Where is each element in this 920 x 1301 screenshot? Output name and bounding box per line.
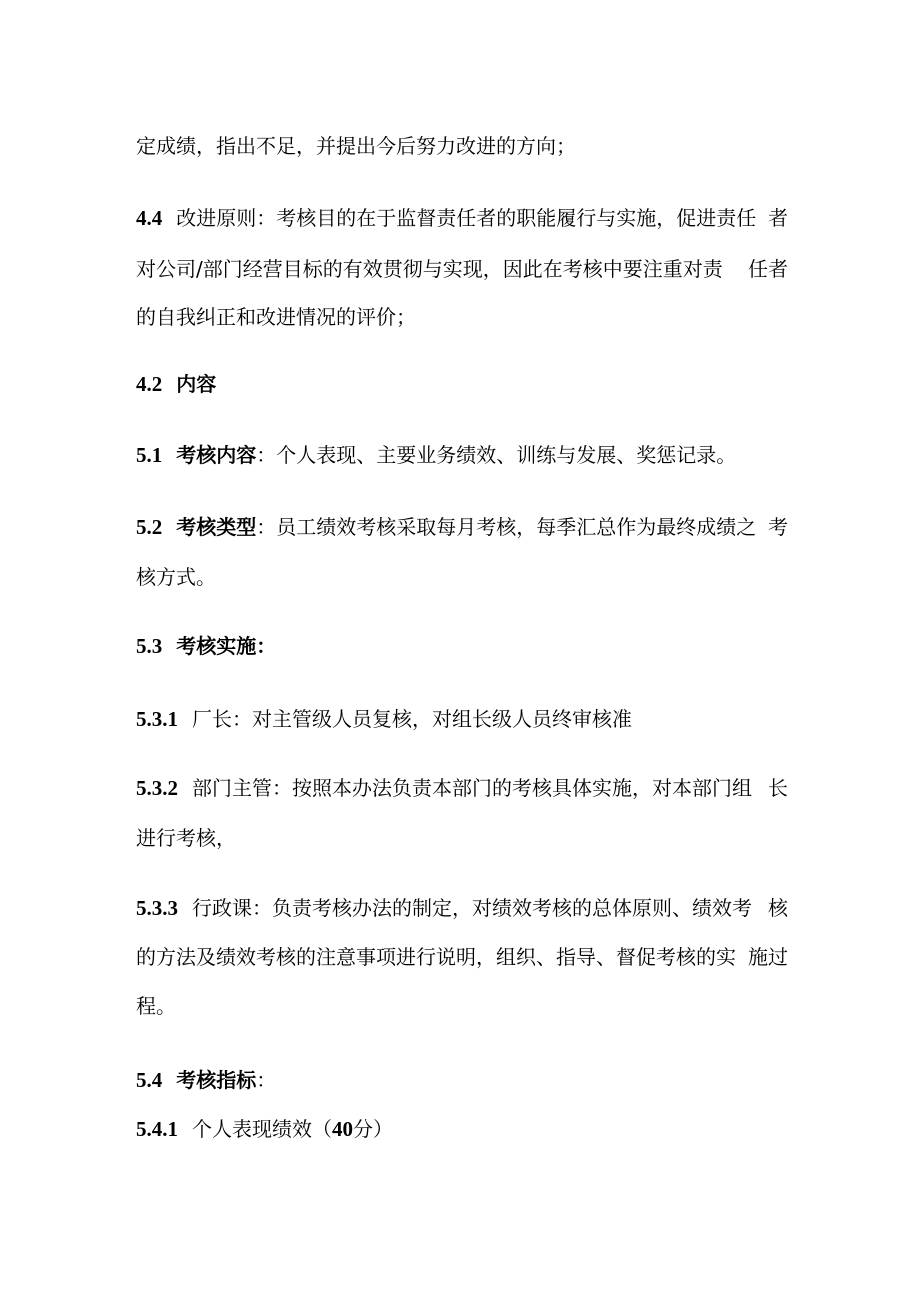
section-number: 4.2 xyxy=(136,372,163,396)
section-5-3-2-line-2 xyxy=(136,824,788,852)
body-text: 定成绩，指出不足，并提出今后努力改进的方向； xyxy=(136,134,576,158)
section-5-2-line-2 xyxy=(136,563,788,591)
section-number: 5.3 xyxy=(136,634,163,658)
score-value: 40 xyxy=(332,1117,353,1141)
body-text-tail: 长 xyxy=(768,776,788,800)
body-text: 行政课：负责考核办法的制定，对绩效考核的总体原则、绩效考 xyxy=(192,896,752,920)
section-number: 4.4 xyxy=(136,206,163,230)
body-text-tail: 核 xyxy=(768,896,788,920)
section-5-3-3-line-3 xyxy=(136,992,788,1020)
section-5-2-line-1 xyxy=(136,513,788,541)
section-number: 5.3.1 xyxy=(136,707,178,731)
body-text: ：个人表现、主要业务绩效、训练与发展、奖惩记录。 xyxy=(256,443,737,467)
section-title: 内容 xyxy=(176,372,217,396)
section-number: 5.3.2 xyxy=(136,776,178,800)
body-text: 程。 xyxy=(136,994,176,1018)
section-number: 5.4 xyxy=(136,1068,163,1092)
section-number: 5.3.3 xyxy=(136,896,178,920)
section-4-4-line-3 xyxy=(136,303,788,331)
section-5-3-heading xyxy=(136,632,788,660)
section-4-4-line-2 xyxy=(136,255,788,283)
section-5-4-heading xyxy=(136,1066,788,1094)
section-label: 考核实施： xyxy=(176,634,277,658)
body-text: 的方法及绩效考核的注意事项进行说明，组织、指导、督促考核的实 xyxy=(136,945,736,969)
section-label: 考核类型 xyxy=(176,515,257,539)
section-label: 考核指标 xyxy=(176,1068,257,1092)
body-text: 分） xyxy=(353,1117,393,1141)
body-text: ： xyxy=(256,1068,277,1092)
section-4-4-line-1 xyxy=(136,204,788,232)
section-5-4-1-line xyxy=(136,1115,788,1143)
section-number: 5.1 xyxy=(136,443,163,467)
paragraph-line xyxy=(136,132,788,160)
body-text: 对公司/部门经营目标的有效贯彻与实现，因此在考核中要注重对责 xyxy=(136,257,723,281)
section-4-2-heading xyxy=(136,370,788,398)
body-text: 个人表现绩效（ xyxy=(192,1117,332,1141)
section-number: 5.4.1 xyxy=(136,1117,178,1141)
body-text: 厂长：对主管级人员复核，对组长级人员终审核准 xyxy=(192,707,632,731)
body-text: 部门主管：按照本办法负责本部门的考核具体实施，对本部门组 xyxy=(192,776,752,800)
body-text: 的自我纠正和改进情况的评价； xyxy=(136,305,416,329)
body-text: 核方式。 xyxy=(136,565,216,589)
section-5-3-2-line-1 xyxy=(136,774,788,802)
body-text-tail: 施过 xyxy=(748,945,788,969)
body-text: 改进原则：考核目的在于监督责任者的职能履行与实施，促进责任 xyxy=(176,206,757,230)
section-5-3-3-line-2 xyxy=(136,943,788,971)
body-text: 进行考核， xyxy=(136,826,236,850)
body-text: ：员工绩效考核采取每月考核，每季汇总作为最终成绩之 xyxy=(256,515,757,539)
section-number: 5.2 xyxy=(136,515,163,539)
section-label: 考核内容 xyxy=(176,443,257,467)
section-5-3-3-line-1 xyxy=(136,894,788,922)
section-5-1-line xyxy=(136,441,788,469)
section-5-3-1-line xyxy=(136,705,788,733)
body-text-tail: 者 xyxy=(768,206,788,230)
body-text-tail: 考 xyxy=(768,515,788,539)
body-text-tail: 任者 xyxy=(748,257,788,281)
